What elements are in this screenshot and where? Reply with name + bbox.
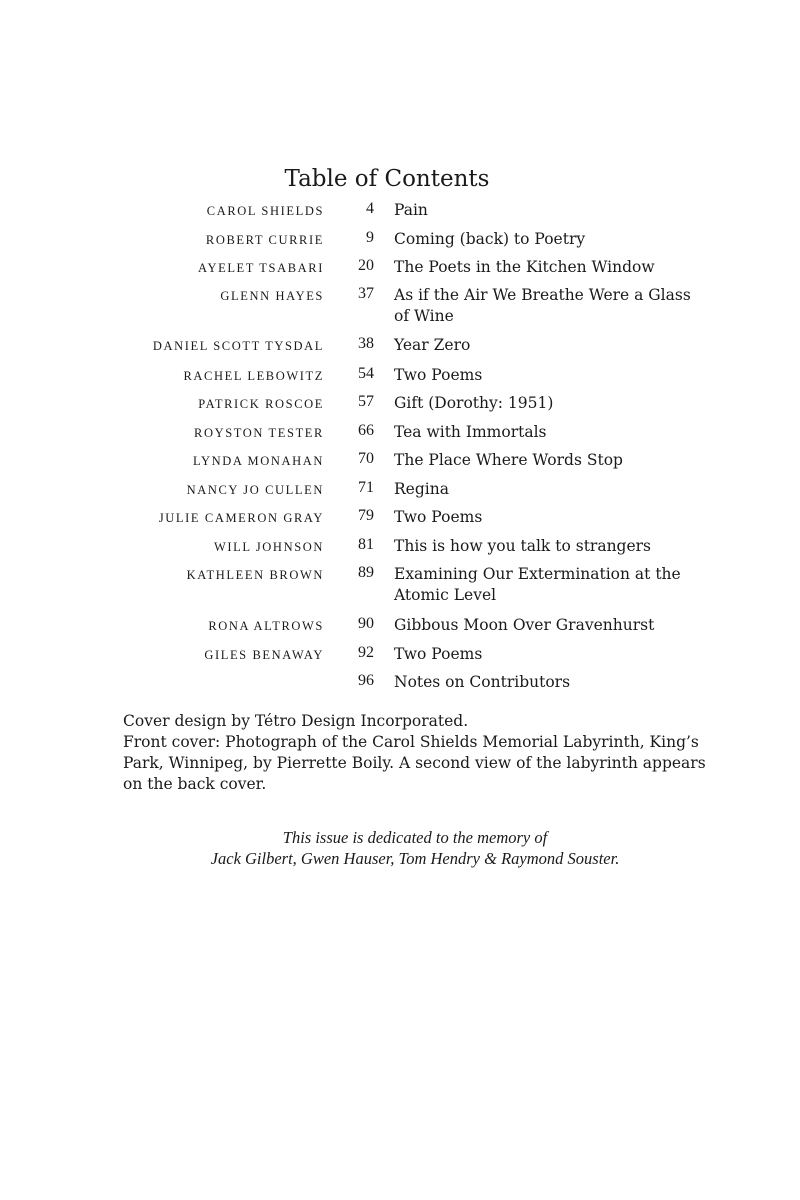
toc-entry [0,257,800,278]
cover-design-credit: Cover design by Tétro Design Incorporated. [123,712,469,730]
toc-page-number: 9 [366,229,374,246]
dedication-line-1: This issue is dedicated to the memory of [282,828,548,847]
toc-author: RONA ALTROWS [208,619,324,633]
toc-title: Two Poems [394,508,483,526]
toc-entry [0,564,800,606]
toc-entry [0,365,800,386]
toc-page-number: 37 [358,285,374,302]
toc-title: This is how you talk to strangers [394,537,652,555]
toc-title: Examining Our Extermination at the Atomic Level [394,565,681,604]
cover-credits [123,711,723,795]
toc-entry [0,507,800,528]
toc-title: As if the Air We Breathe Were a Glass of Wine [394,286,691,325]
toc-page-number: 89 [358,564,374,581]
toc-title: Year Zero [394,336,471,354]
toc-page-number: 81 [358,536,374,553]
toc-page-number: 4 [366,200,374,217]
toc-title: Two Poems [394,645,483,663]
toc-title: Two Poems [394,366,483,384]
toc-author: GLENN HAYES [220,289,324,303]
toc-entry [0,229,800,250]
dedication [0,827,800,869]
toc-page-number: 57 [358,393,374,410]
toc-page-number: 20 [358,257,374,274]
toc-author: ROBERT CURRIE [205,233,324,247]
toc-title: The Place Where Words Stop [394,451,623,469]
toc-page-number: 79 [358,507,374,524]
toc-author: ROYSTON TESTER [194,426,324,440]
toc-page-number: 96 [358,672,374,689]
toc-author: PATRICK ROSCOE [198,397,324,411]
toc-entry [0,393,800,414]
toc-title: Coming (back) to Poetry [394,230,586,248]
toc-author: RACHEL LEBOWITZ [183,369,324,383]
toc-author: AYELET TSABARI [197,261,324,275]
toc-page-number: 54 [358,365,374,382]
toc-page-number: 90 [358,615,374,632]
toc-entry [0,450,800,471]
toc-title: Gift (Dorothy: 1951) [394,394,554,412]
toc-title: Pain [394,201,428,219]
toc-entry [0,285,800,327]
toc-author: LYNDA MONAHAN [192,454,324,468]
toc-title: Tea with Immortals [394,423,547,441]
toc-entry [0,335,800,356]
page-title: Table of Contents [284,166,490,193]
toc-entry [0,672,800,693]
toc-title: Regina [394,480,449,498]
toc-page-number: 92 [358,644,374,661]
toc-title: Gibbous Moon Over Gravenhurst [394,616,655,634]
toc-page-number: 66 [358,422,374,439]
toc-entry [0,200,800,221]
toc-author: GILES BENAWAY [204,648,324,662]
dedication-line-2: Jack Gilbert, Gwen Hauser, Tom Hendry & Raymond Souster. [210,849,620,868]
toc-title: The Poets in the Kitchen Window [394,258,655,276]
toc-author: KATHLEEN BROWN [186,568,324,582]
toc-entry [0,615,800,636]
toc-author: DANIEL SCOTT TYSDAL [152,339,324,353]
toc-page-number: 71 [358,479,374,496]
toc-page-number: 38 [358,335,374,352]
toc-entry [0,422,800,443]
toc-entry [0,644,800,665]
toc-author: CAROL SHIELDS [206,204,324,218]
toc-entry [0,479,800,500]
toc-page-number: 70 [358,450,374,467]
toc-author: JULIE CAMERON GRAY [158,511,324,525]
toc-author: NANCY JO CULLEN [186,483,324,497]
toc-entry [0,536,800,557]
toc-author: WILL JOHNSON [213,540,324,554]
front-cover-credit: Front cover: Photograph of the Carol Shields Memorial Labyrinth, King’s Park, Winnipeg, by Pierrette Boily. A second view of the labyrinth appears on the back cover. [123,733,706,793]
toc-title: Notes on Contributors [394,673,571,691]
